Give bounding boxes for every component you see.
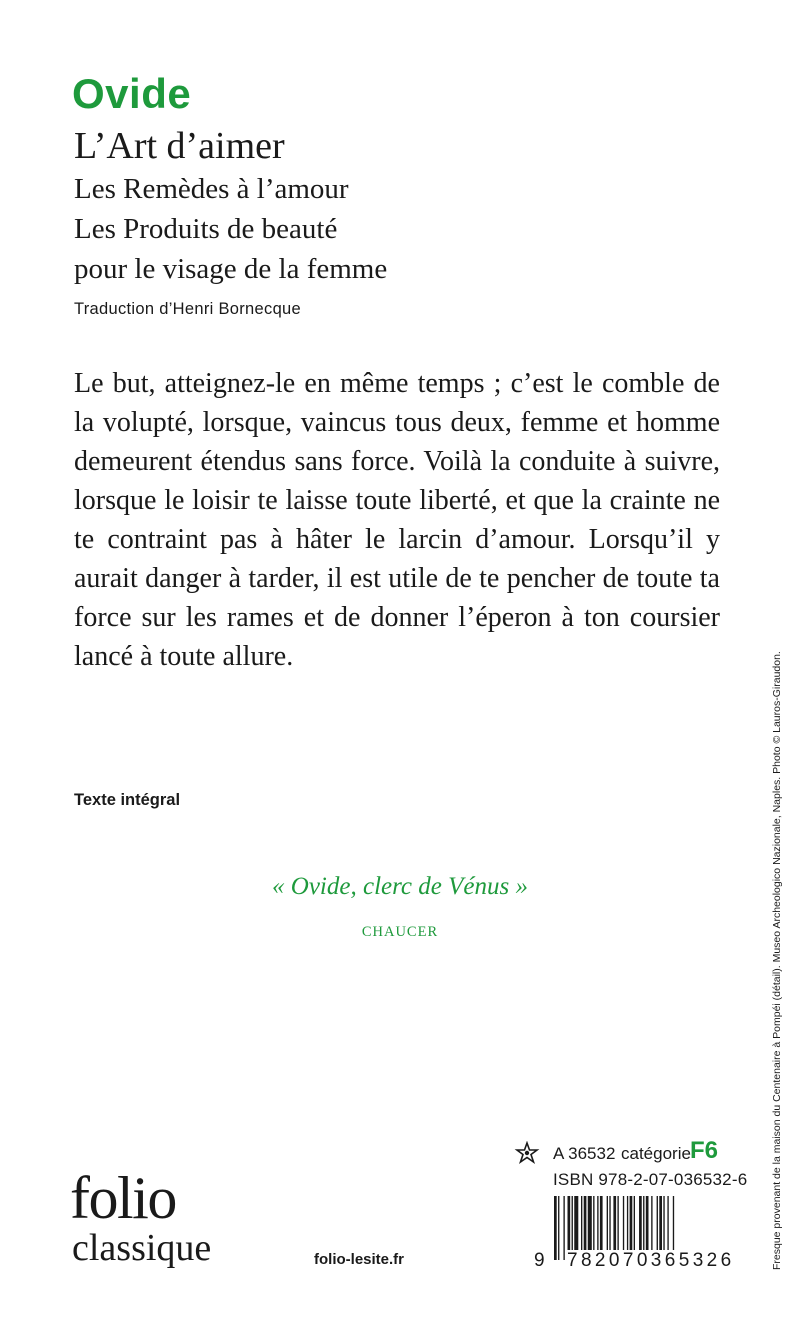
product-code: A 36532	[553, 1144, 616, 1163]
publisher-logo-classique: classique	[72, 1227, 212, 1269]
epigraph-quote: « Ovide, clerc de Vénus »	[272, 873, 528, 900]
book-title: L’Art d’aimer	[74, 125, 285, 167]
category-label: catégorie	[621, 1144, 691, 1163]
epigraph-author: CHAUCER	[361, 924, 439, 940]
ean-first-digit: 9	[534, 1250, 545, 1271]
back-cover-blurb: Le but, atteignez-le en même temps ; c’est le comble de la volupté, lorsque, vaincus tous deux, femme et homme demeurent étendus sans force. Voilà la conduite à suivre, lorsque le loisir te laisse toute liberté, et que la crainte ne te contraint pas à hâter le larcin d’amour. Lorsqu’il y aurait danger à tarder, il est utile de te pencher de toute ta force sur les rames et de donner l’éperon à ton coursier lancé à toute allure.	[74, 368, 720, 672]
subtitle-line-1: Les Remèdes à l’amour	[74, 173, 349, 205]
category-code: F6	[690, 1137, 719, 1164]
subtitle-line-2: Les Produits de beauté	[74, 213, 338, 245]
folio-star-icon	[514, 1141, 540, 1165]
author-name: Ovide	[72, 70, 192, 117]
publisher-website: folio-lesite.fr	[314, 1251, 405, 1268]
ean-digits: 782070365326	[567, 1250, 735, 1271]
translator-credit: Traduction d’Henri Bornecque	[74, 300, 301, 318]
publisher-logo-folio: folio	[70, 1165, 176, 1231]
cover-image-credit: Fresque provenant de la maison du Centenaire à Pompéi (détail). Museo Archeologico Nazionale, Naples. Photo © Lauros-Giraudon.	[771, 651, 783, 1270]
isbn-number: ISBN 978-2-07-036532-6	[553, 1170, 748, 1189]
edition-note: Texte intégral	[74, 791, 181, 809]
subtitle-line-3: pour le visage de la femme	[74, 253, 388, 285]
